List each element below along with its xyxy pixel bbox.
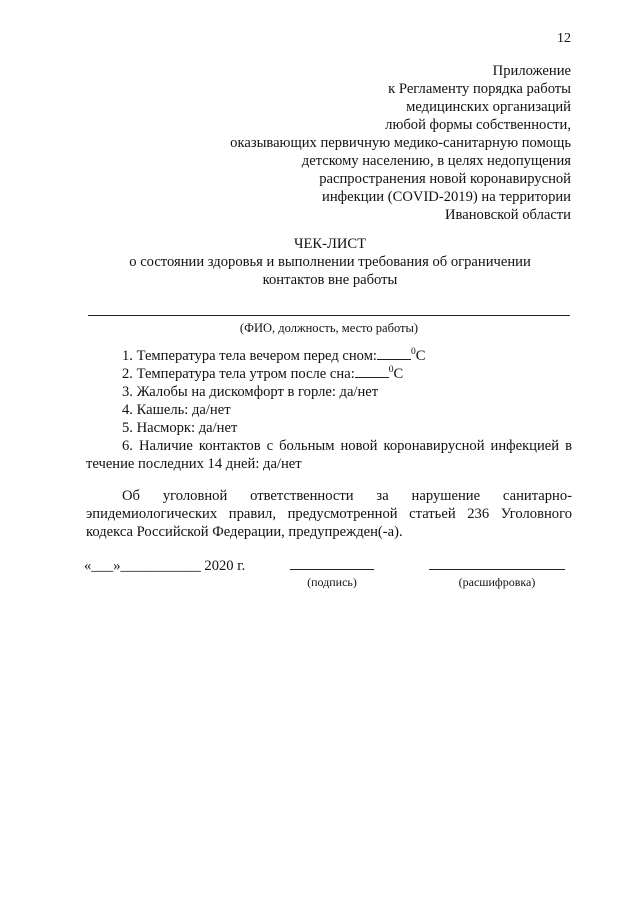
decoding-line[interactable]: [429, 569, 565, 570]
appendix-header: [151, 62, 571, 224]
appendix-line: распространения новой коронавирусной: [319, 171, 571, 187]
question-item: [86, 365, 572, 383]
question-text: 2. Температура тела утром после сна:: [122, 366, 355, 382]
page-number: 12: [557, 31, 571, 46]
decoding-caption: (расшифровка): [458, 575, 536, 589]
appendix-line: оказывающих первичную медико-санитарную помощь: [230, 135, 571, 151]
signature-caption: (подпись): [307, 575, 357, 589]
question-item: 4. Кашель: да/нет: [122, 402, 231, 418]
appendix-line: Ивановской области: [445, 207, 571, 223]
question-text: 1. Температура тела вечером перед сном:: [122, 348, 377, 364]
fio-caption: (ФИО, должность, место работы): [239, 321, 419, 335]
appendix-line: к Регламенту порядка работы: [388, 81, 571, 97]
appendix-line: медицинских организаций: [406, 99, 571, 115]
document-title: ЧЕК-ЛИСТ: [293, 236, 367, 252]
date-line[interactable]: «___»___________ 2020 г.: [84, 558, 246, 574]
degree-mark: 0: [388, 365, 394, 375]
liability-warning: Об уголовной ответственности за нарушение санитарно-эпидемиологических правил, предусмотренной статьей 236 Уголовного кодекса Российской Федерации, предупрежден(-а).: [86, 488, 572, 540]
fio-field-line[interactable]: [88, 315, 570, 316]
temperature-unit: C: [415, 348, 426, 364]
temperature-blank[interactable]: [377, 347, 411, 360]
title-block: [0, 235, 640, 289]
temperature-blank[interactable]: [355, 365, 389, 378]
question-item: 6. Наличие контактов с больным новой коронавирусной инфекцией в течение последних 14 дней: да/нет: [86, 438, 572, 472]
appendix-line: любой формы собственности,: [385, 117, 571, 133]
questions-list: [86, 347, 572, 473]
appendix-line: инфекции (COVID-2019) на территории: [322, 189, 571, 205]
question-item: 5. Насморк: да/нет: [122, 420, 238, 436]
question-item: [86, 347, 572, 365]
temperature-unit: C: [393, 366, 404, 382]
appendix-line: Приложение: [492, 63, 571, 79]
document-subtitle-line: о состоянии здоровья и выполнении требования об ограничении: [129, 254, 531, 270]
degree-mark: 0: [411, 347, 416, 357]
question-item: 3. Жалобы на дискомфорт в горле: да/нет: [122, 384, 379, 400]
signature-line[interactable]: [290, 569, 374, 570]
document-subtitle-line: контактов вне работы: [262, 272, 398, 288]
appendix-line: детскому населению, в целях недопущения: [301, 153, 571, 169]
